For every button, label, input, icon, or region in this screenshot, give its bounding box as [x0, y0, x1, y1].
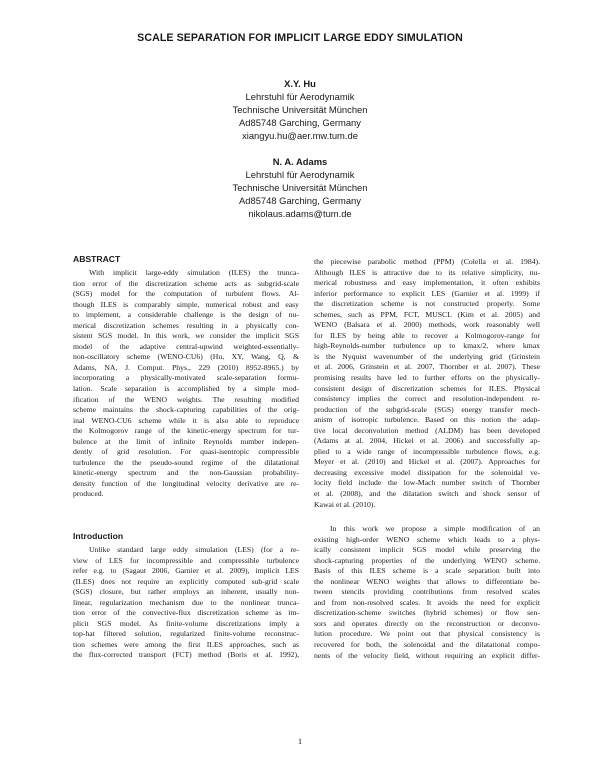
author-block-adams [0, 155, 600, 220]
text-line: Kawai et al. (2010). [314, 499, 376, 509]
author-name: N. A. Adams [272, 156, 328, 167]
text-line: et al. (2008), and the dilatation switch and shock sensor of [314, 489, 540, 499]
text-line: bulence at the limit of infinite Reynolds number indepen- [73, 436, 299, 446]
text-line: and from non-resolved scales. It avoids the need for explicit [314, 597, 540, 607]
text-line: top-hat filtered solution, regularized finite-volume reconstruc- [73, 629, 299, 639]
text-line: (Adams at al. 2004, Hickel et al. 2006) and successfully ap- [314, 436, 540, 446]
text-line: kinetic-energy spectrum and the non-Gaussian probability- [73, 468, 299, 478]
text-line: inferior performance to explicit LES (Garnier et al. 1999) if [314, 288, 540, 298]
introduction-body [73, 545, 299, 661]
author-affiliation-line: Technische Universität München [232, 104, 368, 115]
text-line: locity field include the low-Mach number switch of Thornber [314, 478, 540, 488]
text-line: view of LES for incompressible and compressible turbulence [73, 555, 299, 565]
text-line: ically consistent implicit SGS model while preserving the [314, 545, 540, 555]
text-line: With implicit large-eddy simulation (ILES) the trunca- [89, 268, 299, 277]
text-line: consistency implies the correct and resolution-independent re- [314, 394, 540, 404]
text-line: merical discretization schemes resulting in a physically con- [73, 320, 299, 330]
text-line: lution procedure. We point out that physical consistency is [314, 629, 540, 639]
text-line: lation. Scale separation is accomplished by a simple mod- [73, 384, 299, 394]
text-line: the nonlinear WENO weights that allows to differentiate be- [314, 576, 540, 586]
text-line: WENO (Balsara et al. 2000) methods, work reasonably well [314, 320, 540, 330]
abstract-heading: ABSTRACT [73, 254, 121, 264]
text-line: nents of the velocity field, without requiring an explicit differ- [314, 650, 540, 660]
text-line: non-oscillatory scheme (WENO-CU6) (Hu, XY, Wang, Q, & [73, 352, 299, 362]
text-line: the Kolmogorov range of the kinetic-energy spectrum for tur- [73, 426, 299, 436]
text-line: Meyer et al. (2010) and Hickel et al. (2007). Approaches for [314, 457, 540, 467]
author-email: xiangyu.hu@aer.mw.tum.de [242, 130, 358, 141]
text-line: shock-capturing properties of the underlying WENO scheme. [314, 555, 540, 565]
text-line: (SGS) model for the computation of turbulent flows. Al- [73, 289, 299, 299]
author-affiliation-line: Ad85748 Garching, Germany [239, 195, 361, 206]
text-line: linear, regularization mechanism due to the nonlinear trunca- [73, 597, 299, 607]
text-line: to implement, a considerable challenge is the design of nu- [73, 310, 299, 320]
author-affiliation-line: Lehrstuhl für Aerodynamik [245, 91, 355, 102]
author-block-hu [0, 77, 600, 142]
text-line: refer e.g. to (Sagaut 2006, Garnier et al. 2009), implicit LES [73, 566, 299, 576]
abstract-body [73, 268, 299, 500]
paper-title: SCALE SEPARATION FOR IMPLICIT LARGE EDDY SIMULATION [137, 32, 463, 44]
text-line: existing high-order WENO scheme which leads to a phys- [314, 534, 540, 544]
text-line: scheme maintains the shock-capturing capabilities of the orig- [73, 405, 299, 415]
text-line: In this work we propose a simple modification of an [330, 524, 540, 533]
text-line: recovered for both, the solenoidal and the dilatational compo- [314, 640, 540, 650]
text-line: tion schemes were among the first ILES approaches, such as [73, 639, 299, 649]
text-line: the flux-corrected transport (FCT) method (Boris et al. 1992), [73, 650, 299, 660]
text-line: tween stencils providing contributions from resolved scales [314, 587, 540, 597]
text-line: tion error of the discretization scheme acts as subgrid-scale [73, 278, 299, 288]
text-line: ification of the WENO weights. The resulting modified [73, 394, 299, 404]
text-line: promising results have led to further efforts on the physically- [314, 373, 540, 383]
text-line: tive local deconvolution method (ALDM) has been developed [314, 425, 540, 435]
text-line: (ILES) does not require an explicitly computed sub-grid scale [73, 576, 299, 586]
text-line: is the Nyquist wavenumber of the underlying grid (Grinstein [314, 351, 540, 361]
text-line: though ILES is comparably simple, numerical robust and easy [73, 299, 299, 309]
page-number: 1 [297, 736, 303, 746]
text-line: anism of isotropic turbulence. Based on this notion the adap- [314, 415, 540, 425]
text-line: produced. [73, 489, 104, 499]
text-line: density function of the longitudinal velocity derivative are re- [73, 478, 299, 488]
text-line: et al. 2006, Grinstein et al. 2007, Thornber et al. 2007). These [314, 362, 540, 372]
author-affiliation-line: Technische Universität München [232, 182, 368, 193]
text-line: high-Reynolds-number turbulence up to kmax/2, where kmax [314, 341, 540, 351]
author-email: nikolaus.adams@tum.de [248, 208, 352, 219]
text-line: plicit SGS model. As finite-volume discretizations imply a [73, 618, 299, 628]
text-line: schemes, such as PPM, FCT, MUSCL (Kim et al. 2005) and [314, 309, 540, 319]
right-column-paragraph-2 [314, 524, 540, 661]
text-line: Basis of this ILES scheme is a scale separation built into [314, 566, 540, 576]
text-line: sistent SGS model. In this work, we consider the implicit SGS [73, 331, 299, 341]
text-line: discretization-scheme switches (hybrid schemes) or flow sen- [314, 608, 540, 618]
text-line: decreasing excessive model dissipation for the solenoidal ve- [314, 467, 540, 477]
author-affiliation-line: Ad85748 Garching, Germany [239, 117, 361, 128]
text-line: merical robustness and easy implementation, it often exhibits [314, 278, 540, 288]
text-line: plied to a wide range of incompressible turbulence flows, e.g. [314, 446, 540, 456]
text-line: production of the subgrid-scale (SGS) energy transfer mech- [314, 404, 540, 414]
author-name: X.Y. Hu [284, 78, 316, 89]
text-line: incorporating a physically-motivated scale-separation formu- [73, 373, 299, 383]
text-line: the discretization scheme is not constructed properly. Some [314, 299, 540, 309]
text-line: model of the adaptive central-upwind weighted-essentially- [73, 341, 299, 351]
text-line: Adams, NA, J. Comput. Phys., 229 (2010) 8952-8965.) by [73, 362, 299, 372]
text-line: tion error of the convective-flux discretization scheme as im- [73, 608, 299, 618]
author-affiliation-line: Lehrstuhl für Aerodynamik [245, 169, 355, 180]
right-column-paragraph-1 [314, 257, 540, 510]
text-line: inal WENO-CU6 scheme while it is also able to reproduce [73, 415, 299, 425]
text-line: for ILES by being able to recover a Kolmogorov-range for [314, 330, 540, 340]
text-line: turbulence the the pseudo-sound regime of the dilatational [73, 457, 299, 467]
text-line: Unlike standard large eddy simulation (LES) (for a re- [89, 545, 299, 554]
text-line: consistent design of discretization schemes for ILES. Physical [314, 383, 540, 393]
text-line: dently of grid resolution. For quasi-isentropic compressible [73, 447, 299, 457]
text-line: (SGS) closure, but rather employs an inherent, usually non- [73, 587, 299, 597]
text-line: Although ILES is attractive due to its relative simplicity, nu- [314, 267, 540, 277]
text-line: the piecewise parabolic method (PPM) (Colella et al. 1984). [314, 257, 540, 266]
introduction-heading: Introduction [73, 531, 124, 541]
text-line: sors and operates directly on the reconstruction or deconvo- [314, 618, 540, 628]
